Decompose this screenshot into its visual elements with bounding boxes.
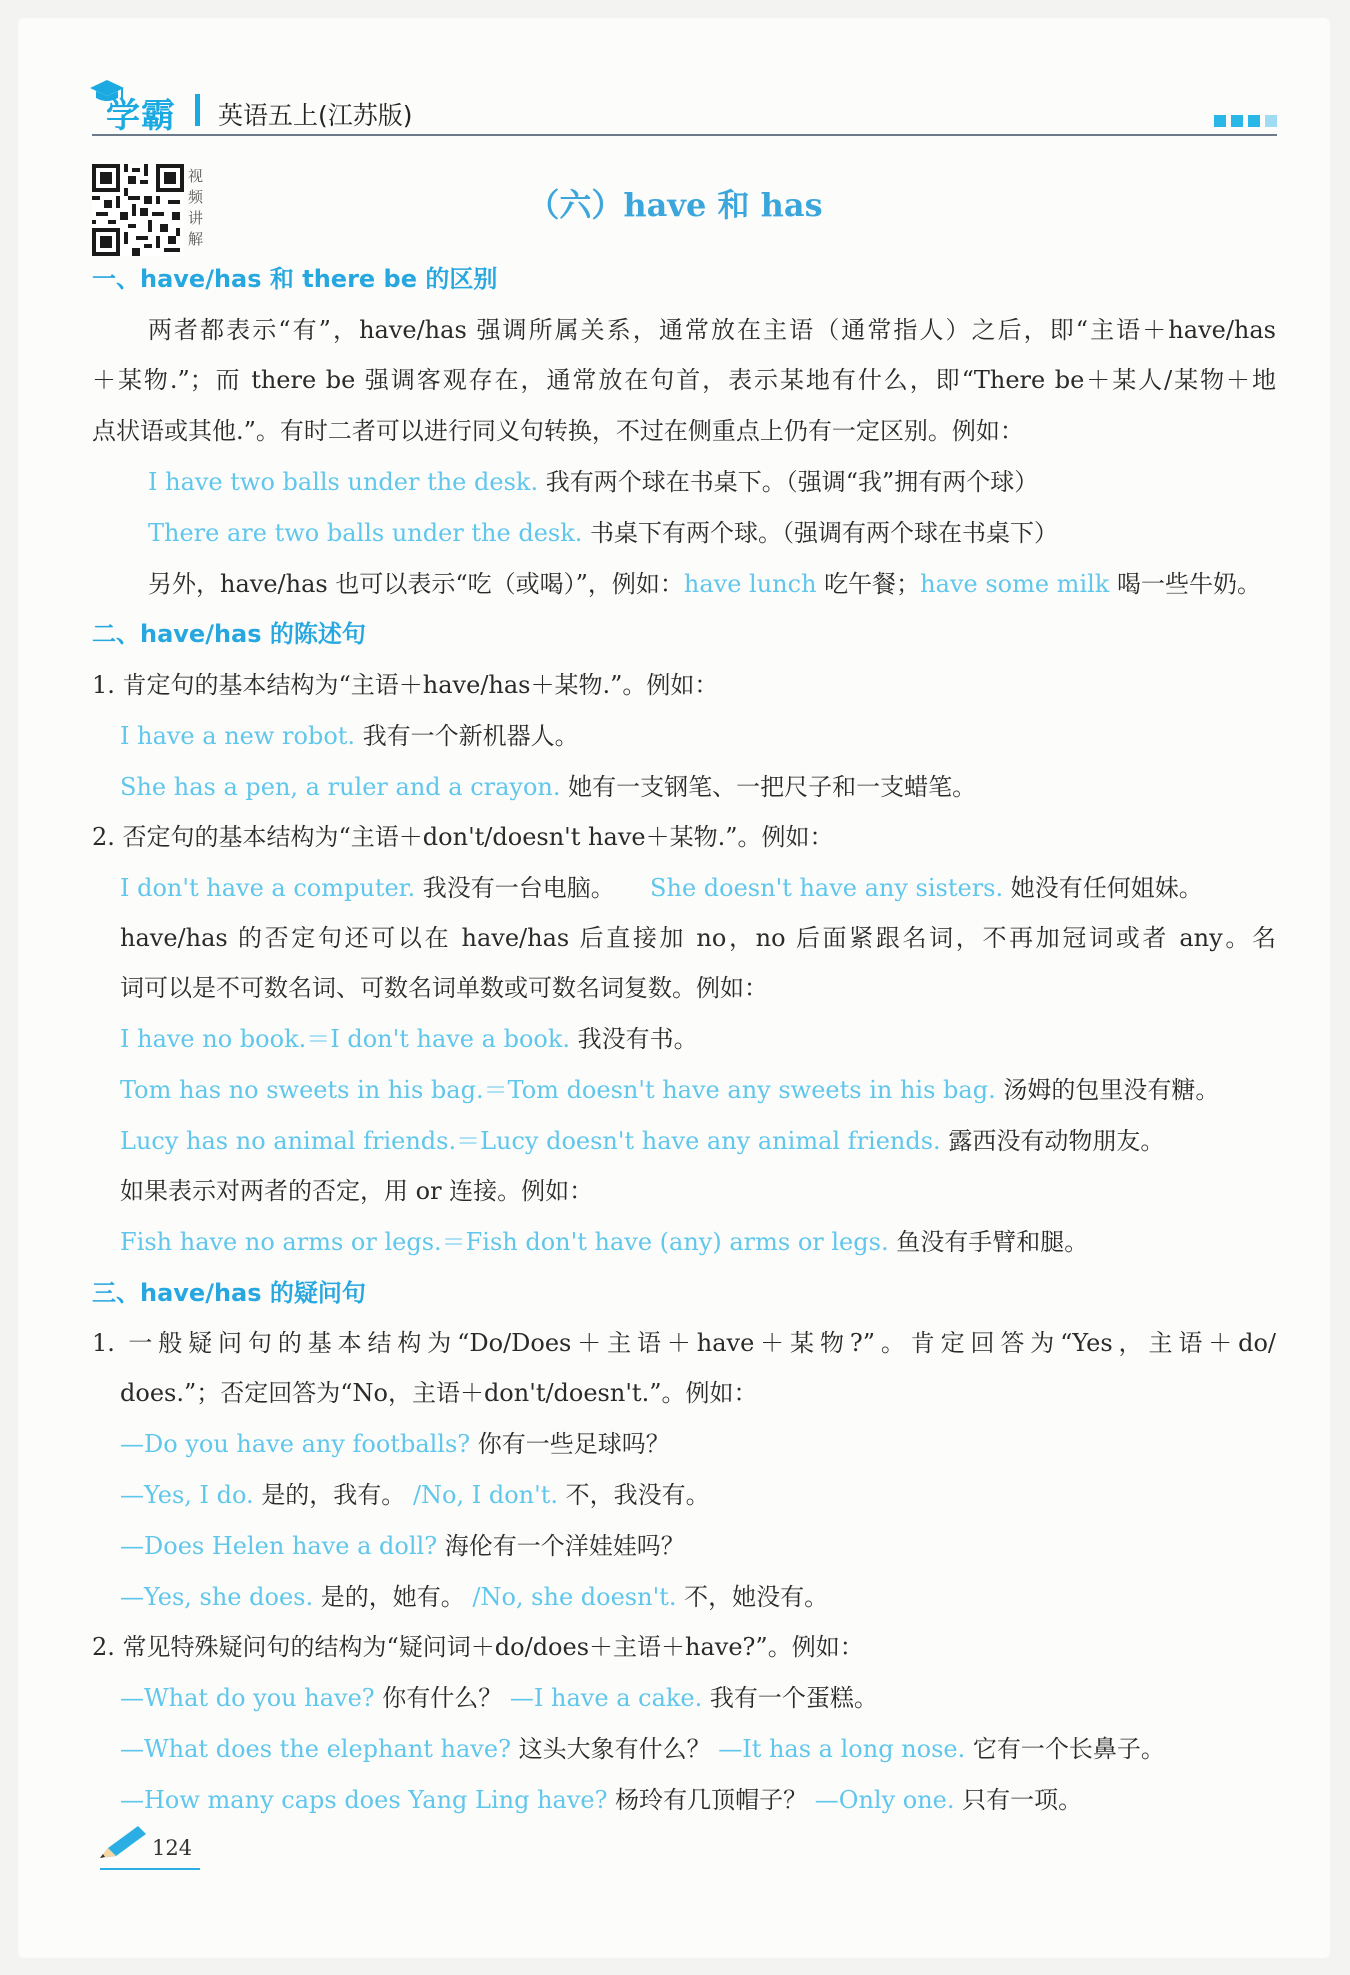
paragraph-line: 词可以是不可数名词、可数名词单数或可数名词复数。例如： (120, 974, 768, 1002)
example-line (120, 1124, 1164, 1158)
example-line (120, 1529, 685, 1563)
example-zh: 她没有任何姐妹。 (1010, 874, 1203, 902)
example-en: —I have a cake. (509, 1684, 703, 1712)
example-en: She has a pen, a ruler and a crayon. (120, 773, 561, 801)
paragraph-line: have/has 的否定句还可以在 have/has 后直接加 no，no 后面紧跟名词，不再加冠词或者 any。名 (120, 924, 1276, 952)
example-en: I have a new robot. (120, 722, 356, 750)
square-mark (1214, 115, 1226, 127)
example-zh: 我有两个球在书桌下。（强调“我”拥有两个球） (545, 468, 1039, 496)
example-en: —It has a long nose. (718, 1735, 966, 1763)
example-zh: 鱼没有手臂和腿。 (896, 1228, 1089, 1256)
example-en: —Yes, I do. (120, 1481, 254, 1509)
example-en: Fish have no arms or legs.＝Fish don't have (any) arms or legs. (120, 1228, 889, 1256)
paragraph-line: ＋某物.”；而 there be 强调客观存在，通常放在句首，表示某地有什么，即“There be＋某人/某物＋地 (92, 366, 1276, 394)
chapter-title: （六）have 和 has (527, 186, 823, 224)
example-en: Lucy has no animal friends.＝Lucy doesn't have any animal friends. (120, 1127, 941, 1155)
example-zh: 我有一个新机器人。 (362, 722, 579, 750)
example-zh: 露西没有动物朋友。 (948, 1127, 1165, 1155)
example-zh: 书桌下有两个球。（强调有两个球在书桌下） (590, 519, 1059, 547)
example-en: —Do you have any footballs? (120, 1430, 471, 1458)
rule-line: 2. 常见特殊疑问句的结构为“疑问词＋do/does＋主语＋have?”。例如： (92, 1633, 864, 1661)
example-zh: 吃午餐； (824, 570, 921, 598)
example-en: Tom has no sweets in his bag.＝Tom doesn't have any sweets in his bag. (120, 1076, 996, 1104)
example-en: There are two balls under the desk. (148, 519, 583, 547)
example-line (120, 1681, 878, 1715)
example-zh: 这头大象有什么？ (518, 1735, 711, 1763)
example-line (120, 1732, 1165, 1766)
example-line (120, 1225, 1088, 1259)
example-zh: 海伦有一个洋娃娃吗？ (444, 1532, 685, 1560)
example-en: —What does the elephant have? (120, 1735, 511, 1763)
example-line (120, 1022, 698, 1056)
example-line (120, 1478, 710, 1512)
header-squares (1209, 112, 1277, 131)
example-en: I have two balls under the desk. (148, 468, 539, 496)
section-title: 一、have/has 和 there be 的区别 (92, 265, 498, 293)
rule-line: does.”；否定回答为“No，主语＋don't/doesn't.”。例如： (120, 1379, 758, 1407)
rule-line: 2. 否定句的基本结构为“主语＋don't/doesn't have＋某物.”。例如： (92, 823, 834, 851)
rule-line: 1. 一般疑问句的基本结构为“Do/Does＋主语＋have＋某物?”。肯定回答为“Yes，主语＋do/ (92, 1329, 1276, 1357)
example-zh: 杨玲有几顶帽子？ (615, 1786, 808, 1814)
example-en: I have no book.＝I don't have a book. (120, 1025, 571, 1053)
example-line (120, 1783, 1082, 1817)
square-mark (1248, 115, 1260, 127)
example-en: /No, she doesn't. (472, 1583, 677, 1611)
example-zh: 只有一项。 (962, 1786, 1083, 1814)
paragraph-text: 另外，have/has 也可以表示“吃（或喝）”，例如： (148, 570, 684, 598)
example-line (148, 516, 1058, 550)
example-line (120, 1427, 670, 1461)
example-en: —Does Helen have a doll? (120, 1532, 438, 1560)
paragraph-line: 如果表示对两者的否定，用 or 连接。例如： (120, 1177, 594, 1205)
qr-label: 视频讲解 (188, 167, 204, 248)
square-mark (1231, 115, 1243, 127)
example-en: —What do you have? (120, 1684, 375, 1712)
square-mark (1265, 115, 1277, 127)
book-title: 英语五上(江苏版) (218, 101, 413, 130)
example-en: have some milk (920, 570, 1110, 598)
example-line (120, 871, 1203, 905)
example-zh: 不，我没有。 (565, 1481, 710, 1509)
example-zh: 我没有书。 (577, 1025, 698, 1053)
example-en: —Yes, she does. (120, 1583, 314, 1611)
example-zh: 我没有一台电脑。 (422, 874, 615, 902)
example-zh: 是的，她有。 (320, 1583, 465, 1611)
example-en: /No, I don't. (412, 1481, 558, 1509)
brand-logo: 学霸 (106, 96, 176, 136)
example-en: —How many caps does Yang Ling have? (120, 1786, 608, 1814)
page-number: 124 (152, 1836, 193, 1860)
rule-line: 1. 肯定句的基本结构为“主语＋have/has＋某物.”。例如： (92, 671, 719, 699)
example-en: She doesn't have any sisters. (650, 874, 1004, 902)
example-line (120, 770, 976, 804)
example-zh: 不，她没有。 (684, 1583, 829, 1611)
example-line (120, 1580, 828, 1614)
example-zh: 汤姆的包里没有糖。 (1003, 1076, 1220, 1104)
example-line (148, 567, 1261, 601)
paragraph-line: 两者都表示“有”，have/has 强调所属关系，通常放在主语（通常指人）之后，即“主语＋have/has (148, 316, 1276, 344)
example-zh: 我有一个蛋糕。 (709, 1684, 878, 1712)
example-zh: 它有一个长鼻子。 (972, 1735, 1165, 1763)
example-line (148, 465, 1038, 499)
example-line (120, 719, 579, 753)
example-zh: 她有一支钢笔、一把尺子和一支蜡笔。 (568, 773, 977, 801)
example-en: —Only one. (814, 1786, 955, 1814)
section-title: 三、have/has 的疑问句 (92, 1279, 366, 1307)
example-zh: 你有什么？ (382, 1684, 503, 1712)
logo-divider (195, 94, 200, 126)
example-zh: 喝一些牛奶。 (1116, 570, 1261, 598)
paragraph-line: 点状语或其他.”。有时二者可以进行同义句转换，不过在侧重点上仍有一定区别。例如： (92, 417, 1024, 445)
page-header (92, 86, 1277, 136)
example-zh: 你有一些足球吗？ (477, 1430, 670, 1458)
example-line (120, 1073, 1219, 1107)
example-en: have lunch (683, 570, 817, 598)
example-zh: 是的，我有。 (261, 1481, 406, 1509)
example-en: I don't have a computer. (120, 874, 416, 902)
footer-underline (100, 1868, 200, 1870)
section-title: 二、have/has 的陈述句 (92, 620, 366, 648)
pencil-icon (94, 1822, 152, 1862)
